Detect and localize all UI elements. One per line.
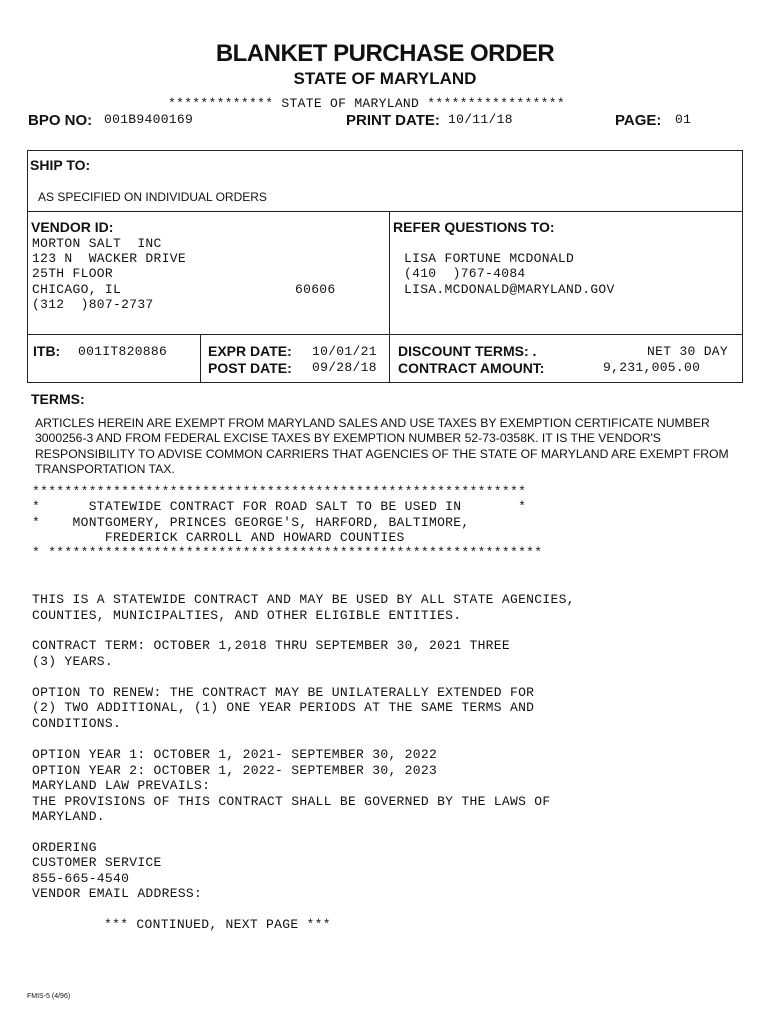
print-date-value: 10/11/18 xyxy=(448,112,513,127)
body-line: MARYLAND. xyxy=(32,809,105,824)
ship-to-value: AS SPECIFIED ON INDIVIDUAL ORDERS xyxy=(38,190,267,204)
document-subtitle: STATE OF MARYLAND xyxy=(293,69,477,88)
notice-line: ************************************************************* xyxy=(32,484,527,499)
body-line: CONTRACT TERM: OCTOBER 1,2018 THRU SEPTEMBER 30, 2021 THREE xyxy=(32,638,510,653)
terms-label: TERMS: xyxy=(31,391,85,407)
notice-line: FREDERICK CARROLL AND HOWARD COUNTIES xyxy=(32,530,405,545)
vendor-city: CHICAGO, IL xyxy=(32,282,122,297)
continued-notice: *** CONTINUED, NEXT PAGE *** xyxy=(104,917,331,932)
refer-questions-label: REFER QUESTIONS TO: xyxy=(393,219,555,235)
bpo-label: BPO NO: xyxy=(28,112,93,129)
expr-date-value: 10/01/21 xyxy=(312,344,377,359)
divider xyxy=(27,211,743,212)
post-date-label: POST DATE: xyxy=(208,360,292,376)
body-line: OPTION YEAR 1: OCTOBER 1, 2021- SEPTEMBER 30, 2022 xyxy=(32,747,438,762)
document-title: BLANKET PURCHASE ORDER xyxy=(215,40,555,67)
contact-email: LISA.MCDONALD@MARYLAND.GOV xyxy=(404,282,615,297)
itb-number: 001IT820886 xyxy=(78,344,168,359)
body-line: (2) TWO ADDITIONAL, (1) ONE YEAR PERIODS AT THE SAME TERMS AND xyxy=(32,700,535,715)
contact-name: LISA FORTUNE MCDONALD xyxy=(404,251,575,266)
print-date-label: PRINT DATE: xyxy=(346,112,440,129)
body-line: MARYLAND LAW PREVAILS: xyxy=(32,778,211,793)
page-label: PAGE: xyxy=(615,112,662,129)
notice-line: * MONTGOMERY, PRINCES GEORGE'S, HARFORD, BALTIMORE, xyxy=(32,515,470,530)
discount-terms-label: DISCOUNT TERMS: . xyxy=(398,343,537,359)
vendor-phone: (312 )807-2737 xyxy=(32,297,154,312)
vendor-name: MORTON SALT INC xyxy=(32,236,162,251)
body-line: OPTION TO RENEW: THE CONTRACT MAY BE UNILATERALLY EXTENDED FOR xyxy=(32,685,535,700)
body-line: 855-665-4540 xyxy=(32,871,130,886)
contact-phone: (410 )767-4084 xyxy=(404,266,526,281)
body-line: OPTION YEAR 2: OCTOBER 1, 2022- SEPTEMBER 30, 2023 xyxy=(32,763,438,778)
notice-line: * ************************************************************* xyxy=(32,545,543,560)
itb-label: ITB: xyxy=(33,343,61,359)
ship-to-label: SHIP TO: xyxy=(30,157,91,173)
post-date-value: 09/28/18 xyxy=(312,360,377,375)
vendor-label: VENDOR ID: xyxy=(31,219,114,235)
body-line: VENDOR EMAIL ADDRESS: xyxy=(32,886,203,901)
vendor-address-line: 123 N WACKER DRIVE xyxy=(32,251,186,266)
page-number: 01 xyxy=(675,112,692,127)
discount-terms-value: NET 30 DAY xyxy=(647,344,729,359)
divider xyxy=(27,334,743,335)
state-banner: ************* STATE OF MARYLAND ***************** xyxy=(168,96,565,111)
contract-amount-value: 9,231,005.00 xyxy=(603,360,701,375)
body-line: CUSTOMER SERVICE xyxy=(32,855,162,870)
divider xyxy=(200,334,201,383)
body-line: THE PROVISIONS OF THIS CONTRACT SHALL BE GOVERNED BY THE LAWS OF xyxy=(32,794,551,809)
vendor-address-line: 25TH FLOOR xyxy=(32,266,114,281)
terms-text: ARTICLES HEREIN ARE EXEMPT FROM MARYLAND SALES AND USE TAXES BY EXEMPTION CERTIFICATE NUMBER 3000256-3 AND FROM FEDERAL EXCISE TAXES BY EXEMPTION NUMBER 52-73-0358K. IT IS THE VENDOR'S RESPONSIBILITY TO ADVISE COMMON CARRIERS THAT AGENCIES OF THE STATE OF MARYLAND ARE EXEMPT FROM TRANSPORTATION TAX. xyxy=(35,416,729,476)
vendor-zip: 60606 xyxy=(295,282,336,297)
notice-line: * STATEWIDE CONTRACT FOR ROAD SALT TO BE USED IN * xyxy=(32,499,527,514)
body-line: COUNTIES, MUNICIPALTIES, AND OTHER ELIGIBLE ENTITIES. xyxy=(32,608,462,623)
form-id: FMIS-5 (4/96) xyxy=(27,993,71,1000)
contract-amount-label: CONTRACT AMOUNT: xyxy=(398,360,545,376)
body-line: CONDITIONS. xyxy=(32,716,122,731)
body-line: ORDERING xyxy=(32,840,97,855)
body-line: (3) YEARS. xyxy=(32,654,114,669)
divider xyxy=(389,211,390,383)
body-line: THIS IS A STATEWIDE CONTRACT AND MAY BE USED BY ALL STATE AGENCIES, xyxy=(32,592,575,607)
bpo-number: 001B9400169 xyxy=(104,112,194,127)
expr-date-label: EXPR DATE: xyxy=(208,343,292,359)
